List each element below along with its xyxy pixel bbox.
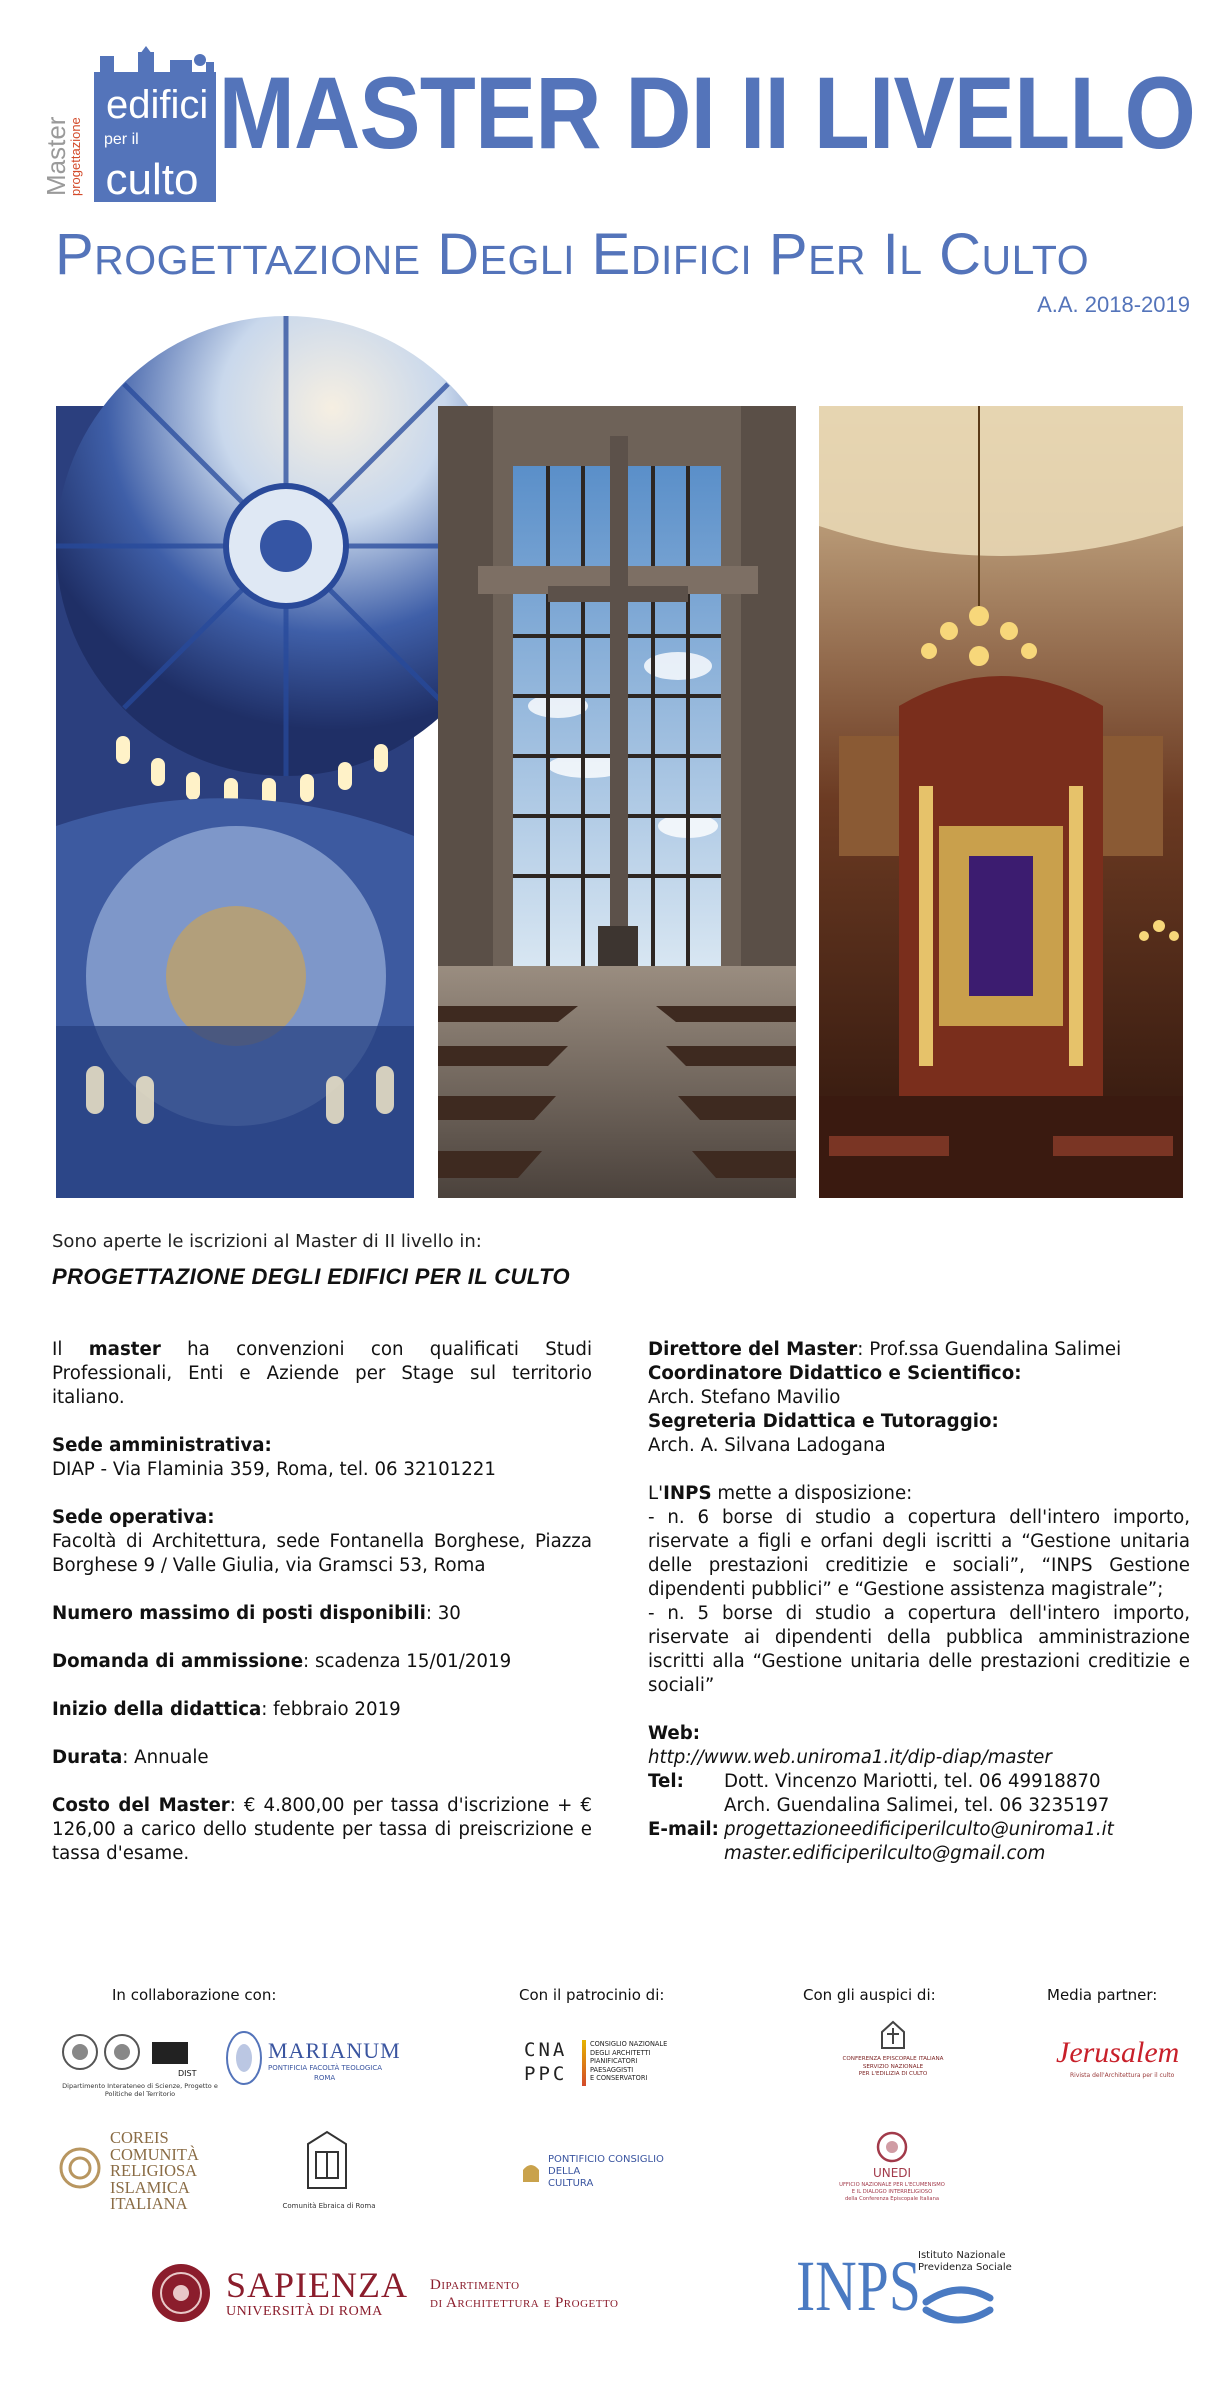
intro-text: Sono aperte le iscrizioni al Master di II livello in: [52,1231,482,1252]
inps-borse-item-1: - n. 6 borse di studio a copertura dell'intero importo, riservate a figli e orfani degli iscritti a “Gestione unitaria delle prestazioni creditizie e sociali”, “INPS Gestione dipendenti pubblici” e “Gestione assistenza magistrale”; [648,1507,1190,1600]
mosque-dome-photo [56,406,414,1198]
coreis-logo: COREIS COMUNITÀ RELIGIOSA ISLAMICA ITALIANA [58,2130,238,2210]
email-row: E-mail: progettazioneedificiperilculto@uniroma1.it master.edificiperilculto@gmail.com [648,1819,1114,1864]
collab-label: In collaborazione con: [112,1986,277,2004]
logo-line3: culto [105,155,199,204]
cnappc-line2: PPC [524,2063,568,2085]
coordinatore: Coordinatore Didattico e Scientifico: Arch. Stefano Mavilio [648,1363,1022,1408]
segreteria: Segreteria Didattica e Tutoraggio: Arch. A. Silvana Ladogana [648,1411,999,1456]
dist-desc: Dipartimento Interateneo di Scienze, Progetto e Politiche del Territorio [62,2082,218,2098]
marianum-logo [224,2030,401,2090]
academic-year: A.A. 2018-2019 [1037,292,1190,317]
dist-name: DIST [178,2069,197,2078]
domanda-ammissione: Domanda di ammissione: scadenza 15/01/2019 [52,1651,512,1672]
synagogue-interior-photo [819,406,1183,1198]
jerusalem-name: Jerusalem [1056,2036,1180,2069]
inps-borse: L'INPS mette a disposizione: - n. 6 borse di studio a copertura dell'intero importo, riservate a figli e orfani degli iscritti a “Gestione unitaria delle prestazioni creditizie e sociali”, “INPS Gestione dipendenti pubblici” e “Gestione assistenza magistrale”; - n. 5 borse di studio a copertura dell'intero importo, riservate ai dipendenti della pubblica amministrazione iscritti alla “Gestione unitaria delle prestazioni creditizie e sociali” [648,1483,1190,1696]
diap-logo: Dipartimento di Architettura e Progetto [430,2277,619,2311]
jerusalem-logo [1050,2036,1200,2086]
marianum-name: MARIANUM [268,2038,401,2063]
church-cross-window-photo [438,406,796,1198]
email-link-2[interactable]: master.edificiperilculto@gmail.com [724,1843,1046,1864]
jerusalem-sub: Rivista dell'Architettura per il culto [1070,2072,1175,2079]
pontificio-consiglio-logo: PONTIFICIO CONSIGLIO DELLA CULTURA [520,2154,710,2194]
cnappc-logo: CNA PPC CONSIGLIO NAZIONALE DEGLI ARCHITETTI PIANIFICATORI PAESAGGISTI E CONSERVATORI [524,2039,668,2085]
patrocinio-label: Con il patrocinio di: [519,1986,665,2004]
dist-logo [60,2030,220,2100]
posti-disponibili: Numero massimo di posti disponibili: 30 [52,1603,461,1624]
web-link[interactable]: http://www.web.uniroma1.it/dip-diap/master [648,1747,1052,1768]
sede-operativa: Sede operativa: Facoltà di Architettura, sede Fontanella Borghese, Piazza Borghese 9 / Valle Giulia, via Gramsci 53, Roma [52,1507,592,1576]
cei-logo: CONFERENZA EPISCOPALE ITALIANA SERVIZIO NAZIONALE PER L'EDILIZIA DI CULTO [838,2018,948,2098]
page-title: MASTER DI II LIVELLO [218,56,1195,170]
sapienza-sub: UNIVERSITÀ DI ROMA [226,2304,383,2319]
sapienza-logo [150,2256,409,2332]
inps-borse-item-2: - n. 5 borse di studio a copertura dell'intero importo, riservate ai dipendenti della pubblica amministrazione iscritti alla “Gestione unitaria delle prestazioni creditizie e sociali” [648,1603,1190,1696]
logo-line2: per il [104,131,139,148]
direttore: Direttore del Master: Prof.ssa Guendalina Salimei [648,1339,1122,1360]
unedi-name: UNEDI [872,2166,912,2180]
stage-paragraph: Il master ha convenzioni con qualificati Studi Professionali, Enti e Aziende per Stage sul territorio italiano. [52,1339,592,1408]
logo-line1: edifici [106,83,209,127]
page-subtitle: Progettazione Degli Edifici Per Il Culto [55,222,1090,287]
auspici-label: Con gli auspici di: [803,1986,936,2004]
inps-logo: INPS Istituto Nazionale Previdenza Sociale [796,2246,1012,2326]
ebraica-name: Comunità Ebraica di Roma [282,2202,376,2210]
logo-progettazione-text: progettazione [68,117,83,196]
inps-name: INPS [796,2246,921,2326]
unedi-logo: UNEDI UFFICIO NAZIONALE PER L'ECUMENISMO E IL DIALOGO INTERRELIGIOSO della Conferenza Episcopale Italiana [812,2130,972,2210]
comunita-ebraica-logo [274,2128,384,2220]
info-column-left [52,1338,592,1890]
info-column-right [648,1338,1190,1866]
sapienza-name: SAPIENZA [226,2265,409,2305]
cnappc-line1: CNA [524,2039,568,2061]
sede-amministrativa: Sede amministrativa: DIAP - Via Flaminia 359, Roma, tel. 06 32101221 [52,1435,496,1480]
marianum-sub: PONTIFICIA FACOLTÀ TEOLOGICA [268,2064,383,2072]
marianum-city: ROMA [314,2074,336,2082]
email-link-1[interactable]: progettazioneedificiperilculto@uniroma1.it [724,1819,1114,1840]
logo-master-text: Master [41,116,71,196]
contacts: Web: http://www.web.uniroma1.it/dip-diap/master Tel: Dott. Vincenzo Mariotti, tel. 06 49918870 Arch. Guendalina Salimei, tel. 06 3235197 E-mail: progettazioneedificiperilculto@uniroma1.it master.edificiperilculto@gmail.com [648,1722,1190,1866]
media-partner-label: Media partner: [1047,1986,1158,2004]
durata: Durata: Annuale [52,1747,209,1768]
intro-course-title: PROGETTAZIONE DEGLI EDIFICI PER IL CULTO [52,1264,570,1289]
costo-master: Costo del Master: € 4.800,00 per tassa d'iscrizione + € 126,00 a carico dello studente per tassa di preiscrizione e tassa d'esame. [52,1795,592,1864]
tel-row: Tel: Dott. Vincenzo Mariotti, tel. 06 49918870 Arch. Guendalina Salimei, tel. 06 3235197 [648,1771,1110,1816]
inizio-didattica: Inizio della didattica: febbraio 2019 [52,1699,401,1720]
